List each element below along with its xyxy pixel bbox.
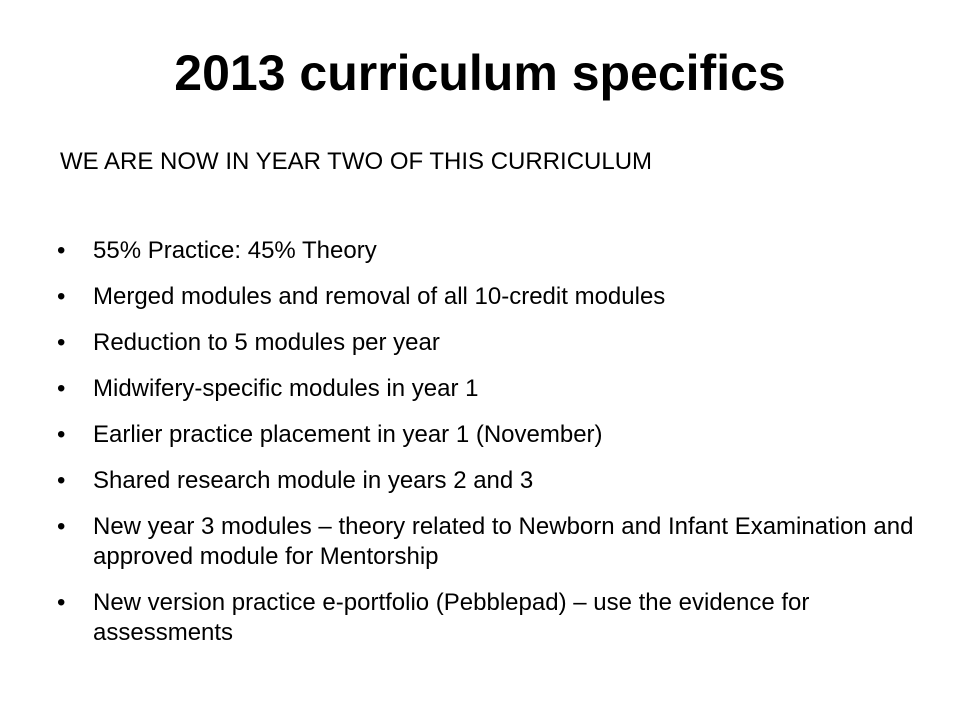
bullet-item [57, 328, 917, 358]
bullet-icon: • [57, 589, 66, 616]
bullet-icon: • [57, 237, 66, 264]
bullet-icon: • [57, 329, 66, 356]
bullet-icon: • [57, 375, 66, 402]
bullet-item [57, 420, 917, 450]
bullet-icon: • [57, 283, 66, 310]
bullet-item [57, 374, 917, 404]
bullet-text: Midwifery-specific modules in year 1 [93, 375, 479, 402]
bullet-item [57, 588, 917, 648]
bullet-list [57, 236, 917, 664]
bullet-item [57, 512, 917, 572]
bullet-icon: • [57, 421, 66, 448]
bullet-text: Merged modules and removal of all 10-credit modules [93, 283, 666, 310]
bullet-text: New year 3 modules – theory related to Newborn and Infant Examination and approved module for Mentorship [93, 513, 914, 570]
bullet-text: 55% Practice: 45% Theory [93, 237, 377, 264]
bullet-item [57, 282, 917, 312]
bullet-text: Reduction to 5 modules per year [93, 329, 440, 356]
slide-title: 2013 curriculum specifics [174, 45, 786, 101]
bullet-text: New version practice e-portfolio (Pebblepad) – use the evidence for assessments [93, 589, 810, 646]
bullet-item [57, 236, 917, 266]
bullet-icon: • [57, 513, 66, 540]
bullet-text: Shared research module in years 2 and 3 [93, 467, 534, 494]
slide-subtitle: WE ARE NOW IN YEAR TWO OF THIS CURRICULUM [60, 148, 653, 175]
bullet-text: Earlier practice placement in year 1 (November) [93, 421, 603, 448]
bullet-icon: • [57, 467, 66, 494]
bullet-item [57, 466, 917, 496]
